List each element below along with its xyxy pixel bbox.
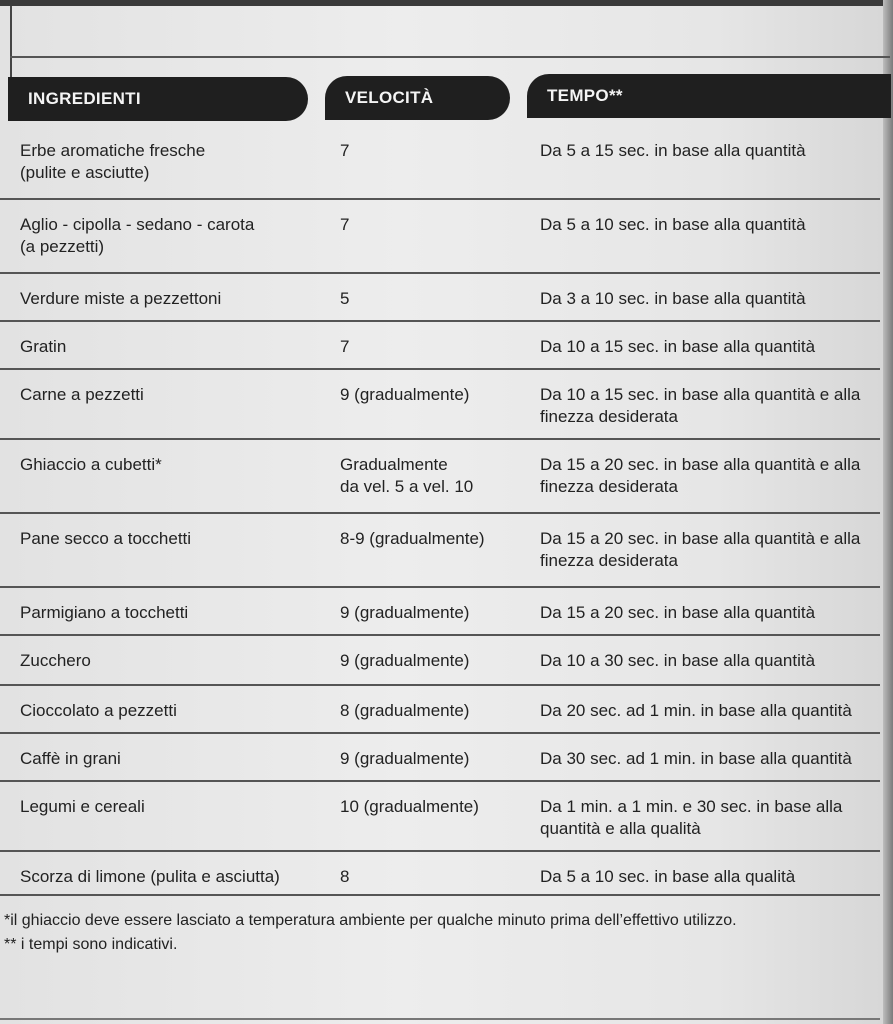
footnote-times: ** i tempi sono indicativi.: [4, 936, 178, 953]
top-border: [0, 0, 893, 6]
speed-cell: 9 (gradualmente): [340, 651, 470, 670]
speed-cell: 8 (gradualmente): [340, 701, 470, 720]
table-row: [0, 126, 880, 200]
table-row: [0, 852, 880, 896]
time-cell: Da 10 a 30 sec. in base alla quantità: [540, 651, 816, 670]
table-row: [0, 440, 880, 514]
ingredient-cell: Ghiaccio a cubetti*: [20, 455, 162, 474]
ingredient-cell: Parmigiano a tocchetti: [20, 603, 189, 622]
footnote-ice: *il ghiaccio deve essere lasciato a temperatura ambiente per qualche minuto prima dell’effettivo utilizzo.: [4, 912, 737, 929]
ingredient-cell: Verdure miste a pezzettoni: [20, 289, 222, 308]
table-row: [0, 370, 880, 440]
table-row: [0, 734, 880, 782]
ingredient-cell: Pane secco a tocchetti: [20, 529, 192, 548]
time-cell: Da 10 a 15 sec. in base alla quantità e alla finezza desiderata: [540, 385, 861, 426]
ingredient-cell: Zucchero: [20, 651, 91, 670]
speed-cell: 8: [340, 867, 350, 886]
bottom-rule: [0, 1018, 880, 1020]
ingredient-cell: Carne a pezzetti: [20, 385, 144, 404]
table-row: [0, 322, 880, 370]
speed-cell: 9 (gradualmente): [340, 603, 470, 622]
header-ingredients: INGREDIENTI: [8, 77, 308, 121]
time-cell: Da 1 min. a 1 min. e 30 sec. in base alla quantità e alla qualità: [540, 797, 843, 838]
speed-cell: 9 (gradualmente): [340, 749, 470, 768]
table-row: [0, 514, 880, 588]
ingredient-cell: Aglio - cipolla - sedano - carota (a pezzetti): [20, 215, 255, 256]
time-cell: Da 30 sec. ad 1 min. in base alla quantità: [540, 749, 852, 768]
ingredient-cell: Legumi e cereali: [20, 797, 145, 816]
speed-cell: 9 (gradualmente): [340, 385, 470, 404]
page-edge-shadow: [883, 0, 893, 1024]
speed-cell: Gradualmente da vel. 5 a vel. 10: [340, 455, 474, 496]
ingredient-cell: Erbe aromatiche fresche (pulite e asciutte): [20, 141, 206, 182]
row-divider: [0, 894, 880, 896]
time-cell: Da 15 a 20 sec. in base alla quantità: [540, 603, 816, 622]
speed-cell: 7: [340, 215, 350, 234]
time-cell: Da 3 a 10 sec. in base alla quantità: [540, 289, 806, 308]
ingredient-cell: Gratin: [20, 337, 67, 356]
frame-line: [10, 56, 890, 58]
ingredient-cell: Caffè in grani: [20, 749, 121, 768]
table-row: [0, 588, 880, 636]
table-row: [0, 782, 880, 852]
ingredient-cell: Scorza di limone (pulita e asciutta): [20, 867, 280, 886]
time-cell: Da 5 a 15 sec. in base alla quantità: [540, 141, 806, 160]
speed-cell: 8-9 (gradualmente): [340, 529, 485, 548]
time-cell: Da 10 a 15 sec. in base alla quantità: [540, 337, 816, 356]
ingredient-cell: Cioccolato a pezzetti: [20, 701, 177, 720]
time-cell: Da 5 a 10 sec. in base alla qualità: [540, 867, 796, 886]
header-speed: VELOCITÀ: [325, 76, 510, 120]
table-row: [0, 686, 880, 734]
header-time: TEMPO**: [527, 74, 891, 118]
time-cell: Da 15 a 20 sec. in base alla quantità e alla finezza desiderata: [540, 529, 861, 570]
table-row: [0, 636, 880, 686]
speed-cell: 10 (gradualmente): [340, 797, 479, 816]
table-row: [0, 274, 880, 322]
time-cell: Da 15 a 20 sec. in base alla quantità e alla finezza desiderata: [540, 455, 861, 496]
time-cell: Da 5 a 10 sec. in base alla quantità: [540, 215, 806, 234]
time-cell: Da 20 sec. ad 1 min. in base alla quantità: [540, 701, 852, 720]
speed-cell: 7: [340, 337, 350, 356]
speed-cell: 7: [340, 141, 350, 160]
table-row: [0, 200, 880, 274]
speed-cell: 5: [340, 289, 350, 308]
